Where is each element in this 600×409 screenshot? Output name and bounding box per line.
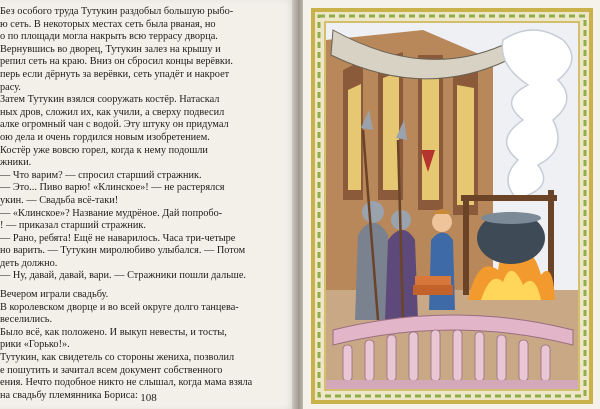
- text-line: но варить. — Тутукин миролюбиво улыбался. — Потом: [0, 245, 246, 257]
- cauldron-rim: [481, 212, 541, 224]
- text-line: ! — приказал старший стражник.: [0, 220, 146, 232]
- text-line: о по площади могла накрыть всю террасу дворца.: [0, 31, 218, 43]
- text-line: Вернувшись во дворец, Тутукин залез на крышу и: [0, 43, 221, 55]
- balustrade-base: [326, 380, 578, 389]
- text-line: Было всё, как положено. И выкуп невесты, и тосты,: [0, 326, 227, 338]
- cauldron-beam: [461, 195, 557, 201]
- text-line: — Рано, ребята! Ещё не наварилось. Часа три-четыре: [0, 232, 236, 244]
- text-line: — Ну, давай, давай, вари. — Стражники пошли дальше.: [0, 270, 246, 282]
- text-line: — Это... Пиво варю! «Клинское»! — не растерялся: [0, 182, 225, 194]
- guard-helmet: [362, 201, 384, 223]
- text-line: на свадьбу племянника Бориса:: [0, 389, 138, 401]
- text-line: веселились.: [0, 314, 53, 326]
- text-line: ою дела и очень гордился новым изобретением.: [0, 131, 210, 143]
- illustration: [303, 0, 600, 409]
- text-line: ю сеть. В некоторых местах сеть была рваная, но: [0, 18, 216, 30]
- text-line: укин. — Свадьба всё-таки!: [0, 194, 119, 206]
- page-number: 108: [140, 392, 157, 404]
- text-line: Тутукин, как свидетель со стороны жениха, позволил: [0, 352, 235, 364]
- cauldron-post-left: [463, 200, 469, 295]
- text-line: расу.: [0, 81, 21, 93]
- left-page: [0, 0, 297, 409]
- text-line: Без особого труда Тутукин раздобыл большую рыбо-: [0, 6, 234, 17]
- firewood-top: [415, 276, 451, 285]
- text-line: Затем Тутукин взялся сооружать костёр. Натаскал: [0, 94, 220, 106]
- text-line: — Что варим? — спросил старший стражник.: [0, 169, 202, 181]
- text-line: ных дров, сложил их, как учили, а сверху подвесил: [0, 106, 225, 118]
- text-line: Вечером играли свадьбу.: [0, 289, 109, 301]
- text-line: — «Клинское»? Название мудрёное. Дай попробо-: [0, 207, 223, 219]
- text-line: деть должно.: [0, 257, 58, 269]
- text-line: В королевском дворце и во всей округе долго танцева-: [0, 301, 239, 313]
- story-text: [0, 6, 292, 402]
- text-line: алке огромный чан с водой. Эту штуку он придумал: [0, 119, 229, 131]
- firewood: [413, 285, 453, 295]
- text-line: ения. Нечто подобное никто не слышал, когда мама взяла: [0, 377, 253, 389]
- text-line: перь если дёрнуть за верёвки, сеть упадёт и накроет: [0, 68, 230, 80]
- text-line: Костёр уже вовсю горел, когда к нему подошли: [0, 144, 208, 156]
- text-line: рики «Горько!».: [0, 339, 70, 351]
- text-line: жники.: [0, 157, 32, 169]
- text-line: репил сеть на краю. Вниз он сбросил концы верёвки.: [0, 56, 233, 68]
- tutukin-head: [432, 212, 452, 232]
- tutukin-body: [429, 233, 455, 311]
- right-page: [303, 0, 600, 409]
- text-line: е пошутить и зачитал всем документ собственного: [0, 364, 223, 376]
